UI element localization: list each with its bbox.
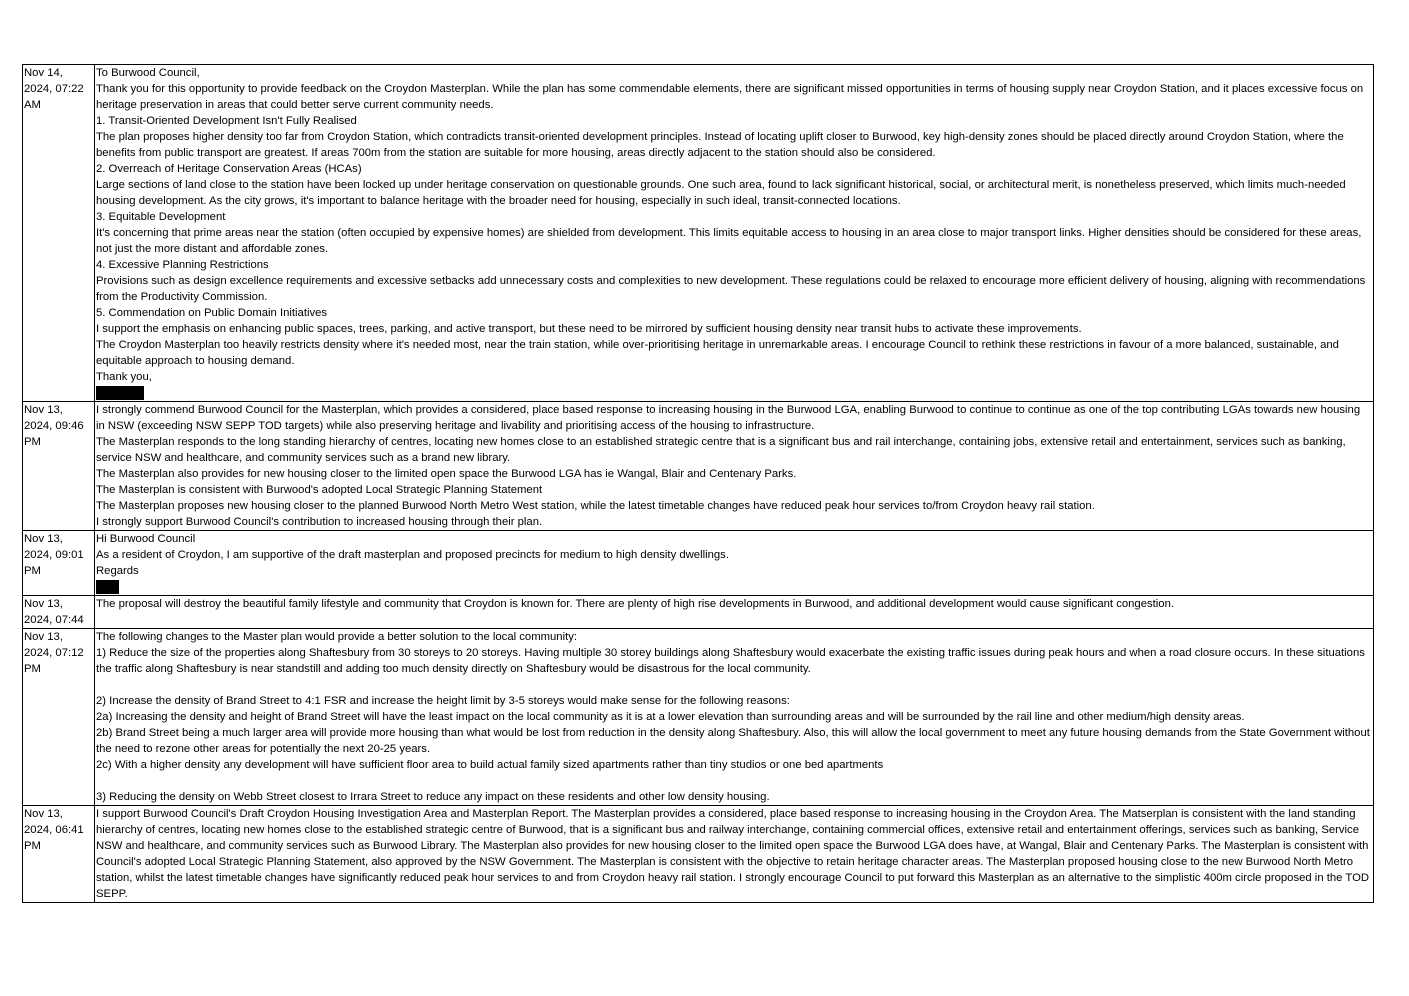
text-line: The proposal will destroy the beautiful family lifestyle and community that Croydon is known for. There are plenty of high rise developments in Burwood, and additional development would cause significant congestion. — [96, 598, 1174, 610]
redaction-bar — [96, 580, 119, 594]
text-line: 1) Reduce the size of the properties along Shaftesbury from 30 storeys to 20 storeys. Having multiple 30 storey buildings along Shaftesbury would exacerbate the existing traffic issues during peak hours and when a road closure occurs. In these situations the traffic along Shaftesbury is near standstill and adding too much density directly on Shaftesbury would be disastrous for the local community. — [96, 647, 1369, 675]
text-line: As a resident of Croydon, I am supportive of the draft masterplan and proposed precincts for medium to high density dwellings. — [96, 549, 729, 561]
submission-text — [95, 402, 1374, 531]
text-line: The Masterplan proposes new housing closer to the planned Burwood North Metro West station, while the latest timetable changes have reduced peak hour services to/from Croydon heavy rail station. — [96, 500, 1095, 512]
text-line: Thank you for this opportunity to provide feedback on the Croydon Masterplan. While the plan has some commendable elements, there are significant missed opportunities in terms of housing supply near Croydon Station, and it places excessive focus on heritage preservation in areas that could better serve current community needs. — [96, 83, 1367, 111]
submission-text — [95, 596, 1374, 629]
submission-date: Nov 13, 2024, 09:01 PM — [23, 531, 95, 596]
blank-line — [96, 677, 1372, 693]
text-line: 4. Excessive Planning Restrictions — [96, 259, 269, 271]
text-line: To Burwood Council, — [96, 67, 200, 79]
text-line: Hi Burwood Council — [96, 533, 196, 545]
text-line: 2c) With a higher density any development will have sufficient floor area to build actual family sized apartments rather than tiny studios or one bed apartments — [96, 759, 884, 771]
text-line: 5. Commendation on Public Domain Initiatives — [96, 307, 328, 319]
text-line: I support Burwood Council's Draft Croydon Housing Investigation Area and Masterplan Report. The Masterplan provides a considered, place based response to increasing housing in the Croydon Area. The Matserplan is consistent with the land standing hierarchy of centres, locating new homes close to the established strategic centre of Burwood, that is a significant bus and railway interchange, containing commercial offices, extensive retail and entertainment offerings, services such as banking, Service NSW and healthcare, and community services such as Burwood Library. The Masterplan also provides for new housing closer to the limited open space the Burwood LGA does have, at Wangal, Blair and Centenary Parks. The Masterplan is consistent with Council's adopted Local Strategic Planning Statement, also approved by the NSW Government. The Masterplan is consistent with the objective to retain heritage character areas. The Masterplan proposed housing close to the new Burwood North Metro station, whilst the latest timetable changes have significantly reduced peak hour services to and from Croydon heavy rail station. I strongly encourage Council to put forward this Masterplan as an alternative to the simplistic 400m circle proposed in the TOD SEPP. — [96, 808, 1373, 900]
text-line: 2b) Brand Street being a much larger area will provide more housing than what would be lost from reduction in the density along Shaftesbury. Also, this will allow the local government to meet any future housing demands from the State Government without the need to rezone other areas for potentially the next 20-25 years. — [96, 727, 1374, 755]
table-row — [23, 65, 1374, 402]
text-line: Provisions such as design excellence requirements and excessive setbacks add unnecessary costs and complexities to new development. These regulations could be relaxed to encourage more efficient delivery of housing, aligning with recommendations from the Productivity Commission. — [96, 275, 1369, 303]
submission-date: Nov 13, 2024, 09:46 PM — [23, 402, 95, 531]
text-line: 1. Transit-Oriented Development Isn't Fully Realised — [96, 115, 357, 127]
submission-date: Nov 14, 2024, 07:22 AM — [23, 65, 95, 402]
submission-date: Nov 13, 2024, 07:44 — [23, 596, 95, 629]
blank-line — [96, 773, 1372, 789]
text-line: 2. Overreach of Heritage Conservation Areas (HCAs) — [96, 163, 362, 175]
text-line: Regards — [96, 565, 139, 577]
redaction-bar — [96, 386, 144, 400]
submission-text — [95, 531, 1374, 596]
table-row — [23, 531, 1374, 596]
text-line: 2) Increase the density of Brand Street to 4:1 FSR and increase the height limit by 3-5 storeys would make sense for the following reasons: — [96, 695, 790, 707]
text-line: The Croydon Masterplan too heavily restricts density where it's needed most, near the train station, while over-prioritising heritage in unremarkable areas. I encourage Council to rethink these restrictions in favour of a more balanced, sustainable, and equitable approach to housing demand. — [96, 339, 1343, 367]
submission-text — [95, 65, 1374, 402]
table-row — [23, 629, 1374, 806]
text-line: The following changes to the Master plan would provide a better solution to the local community: — [96, 631, 578, 643]
text-line: The Masterplan responds to the long standing hierarchy of centres, locating new homes close to an established strategic centre that is a significant bus and rail interchange, containing jobs, extensive retail and entertainment, services such as banking, service NSW and healthcare, and community services such as a brand new library. — [96, 436, 1349, 464]
redacted-signature-line — [96, 579, 1372, 595]
submissions-table — [22, 64, 1374, 903]
text-line: The Masterplan is consistent with Burwood's adopted Local Strategic Planning Statement — [96, 484, 543, 496]
text-line: 3. Equitable Development — [96, 211, 226, 223]
submission-text — [95, 629, 1374, 806]
text-line: I support the emphasis on enhancing public spaces, trees, parking, and active transport, but these need to be mirrored by sufficient housing density near transit hubs to activate these improvements. — [96, 323, 1082, 335]
submission-text — [95, 806, 1374, 903]
text-line: Large sections of land close to the station have been locked up under heritage conservation on questionable grounds. One such area, found to lack significant historical, social, or architectural merit, is nonetheless preserved, which limits much-needed housing development. As the city grows, it's important to balance heritage with the broader need for housing, especially in such ideal, transit-connected locations. — [96, 179, 1349, 207]
text-line: The Masterplan also provides for new housing closer to the limited open space the Burwood LGA has ie Wangal, Blair and Centenary Parks. — [96, 468, 797, 480]
text-line: Thank you, — [96, 371, 152, 383]
submission-date: Nov 13, 2024, 07:12 PM — [23, 629, 95, 806]
text-line: I strongly commend Burwood Council for the Masterplan, which provides a considered, place based response to increasing housing in the Burwood LGA, enabling Burwood to continue to continue as one of the top contributing LGAs towards new housing in NSW (exceeding NSW SEPP TOD targets) while also preserving heritage and livability and prioritising access of the housing to infrastructure. — [96, 404, 1364, 432]
table-row — [23, 402, 1374, 531]
table-row — [23, 596, 1374, 629]
text-line: It's concerning that prime areas near the station (often occupied by expensive homes) are shielded from development. This limits equitable access to housing in an area close to major transport links. Higher densities should be considered for these areas, not just the more distant and affordable zones. — [96, 227, 1365, 255]
text-line: 3) Reducing the density on Webb Street closest to Irrara Street to reduce any impact on these residents and other low density housing. — [96, 791, 770, 803]
redacted-signature-line — [96, 385, 1372, 401]
text-line: I strongly support Burwood Council's contribution to increased housing through their plan. — [96, 516, 543, 528]
table-row — [23, 806, 1374, 903]
submission-date: Nov 13, 2024, 06:41 PM — [23, 806, 95, 903]
text-line: 2a) Increasing the density and height of Brand Street will have the least impact on the local community as it is at a lower elevation than surrounding areas and will be surrounded by the rail line and other medium/high density areas. — [96, 711, 1245, 723]
text-line: The plan proposes higher density too far from Croydon Station, which contradicts transit-oriented development principles. Instead of locating uplift closer to Burwood, key high-density zones should be placed directly around Croydon Station, where the benefits from public transport are greatest. If areas 700m from the station are suitable for more housing, areas directly adjacent to the station should also be considered. — [96, 131, 1347, 159]
